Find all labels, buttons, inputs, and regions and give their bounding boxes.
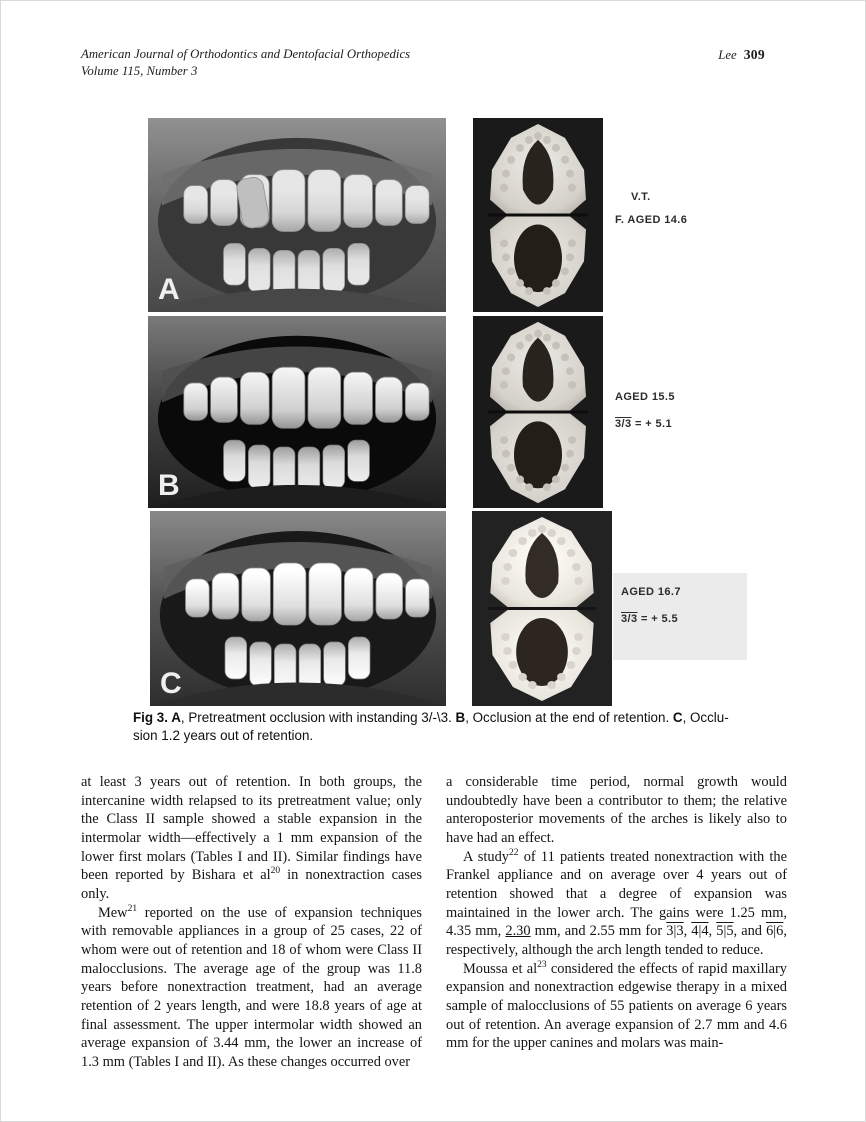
label-line: 3/3 = + 5.5 — [621, 613, 679, 625]
paragraph: Moussa et $al^{23}$ considered the effects of rapid maxillary expansion and nonextraction edgewise therapy in a mixed sample of malocclusions of 55 patients on average 6 years out of retention. An average expansion of 2.7 mm and 4.6 mm for the upper canines and molars was main- — [446, 959, 787, 1052]
dental-cast-illustration — [472, 511, 612, 706]
intraoral-photo-b — [148, 316, 446, 508]
journal-title: American Journal of Orthodontics and Dentofacial Orthopedics — [81, 47, 411, 61]
caption-line-2: sion 1.2 years out of retention. — [133, 728, 314, 743]
panel-letter-b: B — [158, 469, 181, 502]
page-number: 309 — [743, 47, 765, 62]
caption-line-1: Fig 3. A, Pretreatment occlusion with instanding 3/-\3. B, Occlusion at the end of retention. C, Occlu- — [133, 710, 729, 725]
panel-letter-c: C — [160, 667, 183, 700]
paragraph: A study$^{22}$ of 11 patients treated nonextraction with the Frankel appliance and on average over 4 years out of retention showed that a degree of expansion was maintained in the lower arch. The gains were 1.25 mm, 4.35 mm, 2.30 mm, and 2.55 mm for 3|3, 4|4, 5|5, and 6|6, respectively, although the arch length tended to reduce. — [446, 847, 787, 958]
paragraph: at least 3 years out of retention. In both groups, the intercanine width relapsed to its pretreatment value; only the Class II sample showed a stable expansion in the intermolar width—effectively a 1 mm expansion of the lower first molars (Tables I and II). Similar findings have been reported by Bishara et $al^{20}$ in nonextraction cases only. — [81, 774, 422, 902]
header-page-ref — [466, 46, 765, 64]
intraoral-photo-illustration — [148, 316, 446, 508]
dental-cast-c — [472, 511, 612, 706]
label-line: 3/3 = + 5.1 — [615, 418, 673, 430]
intraoral-photo-illustration — [150, 511, 446, 706]
body-right-column — [446, 773, 787, 1053]
dental-cast-b — [473, 316, 603, 508]
label-line: V.T. — [631, 191, 651, 203]
intraoral-photo-illustration — [148, 118, 446, 312]
cast-label-c — [613, 573, 747, 660]
cast-label-a — [615, 190, 765, 227]
header-journal-block — [81, 46, 410, 80]
journal-volume: Volume 115, Number 3 — [81, 64, 198, 78]
figure-row-b — [0, 316, 866, 508]
paragraph: Mew$^{21}$ reported on the use of expansion techniques with removable appliances in a group of 25 cases, 22 of whom were out of retention and 18 of whom were Class II malocclusions. The average age of the group was 11.8 years before nonextraction treatment, had an average retention of 2 years length, and were 18.8 years of age at final assessment. The upper intermolar width showed an average expansion of 3.44 mm, the lower an increase of 1.3 mm (Tables I and II). As these changes occurred over — [81, 903, 422, 1070]
figure-row-c — [0, 511, 866, 706]
dental-cast-a — [473, 118, 603, 312]
body-left-column — [81, 773, 422, 1072]
figure-caption — [133, 709, 765, 745]
dental-cast-illustration — [473, 118, 603, 312]
paragraph: a considerable time period, normal growth would undoubtedly have been a contributor to them; the relative anteroposterior movements of the arches is likely also to have had an effect. — [446, 774, 787, 846]
intraoral-photo-c — [150, 511, 446, 706]
cast-label-b — [615, 390, 765, 431]
dental-cast-illustration — [473, 316, 603, 508]
label-line: AGED 16.7 — [621, 586, 681, 598]
figure-row-a — [0, 118, 866, 312]
label-line: AGED 15.5 — [615, 391, 675, 403]
intraoral-photo-a — [148, 118, 446, 312]
author-name: Lee — [718, 48, 737, 62]
label-line: F. AGED 14.6 — [615, 214, 688, 226]
panel-letter-a: A — [158, 273, 181, 306]
